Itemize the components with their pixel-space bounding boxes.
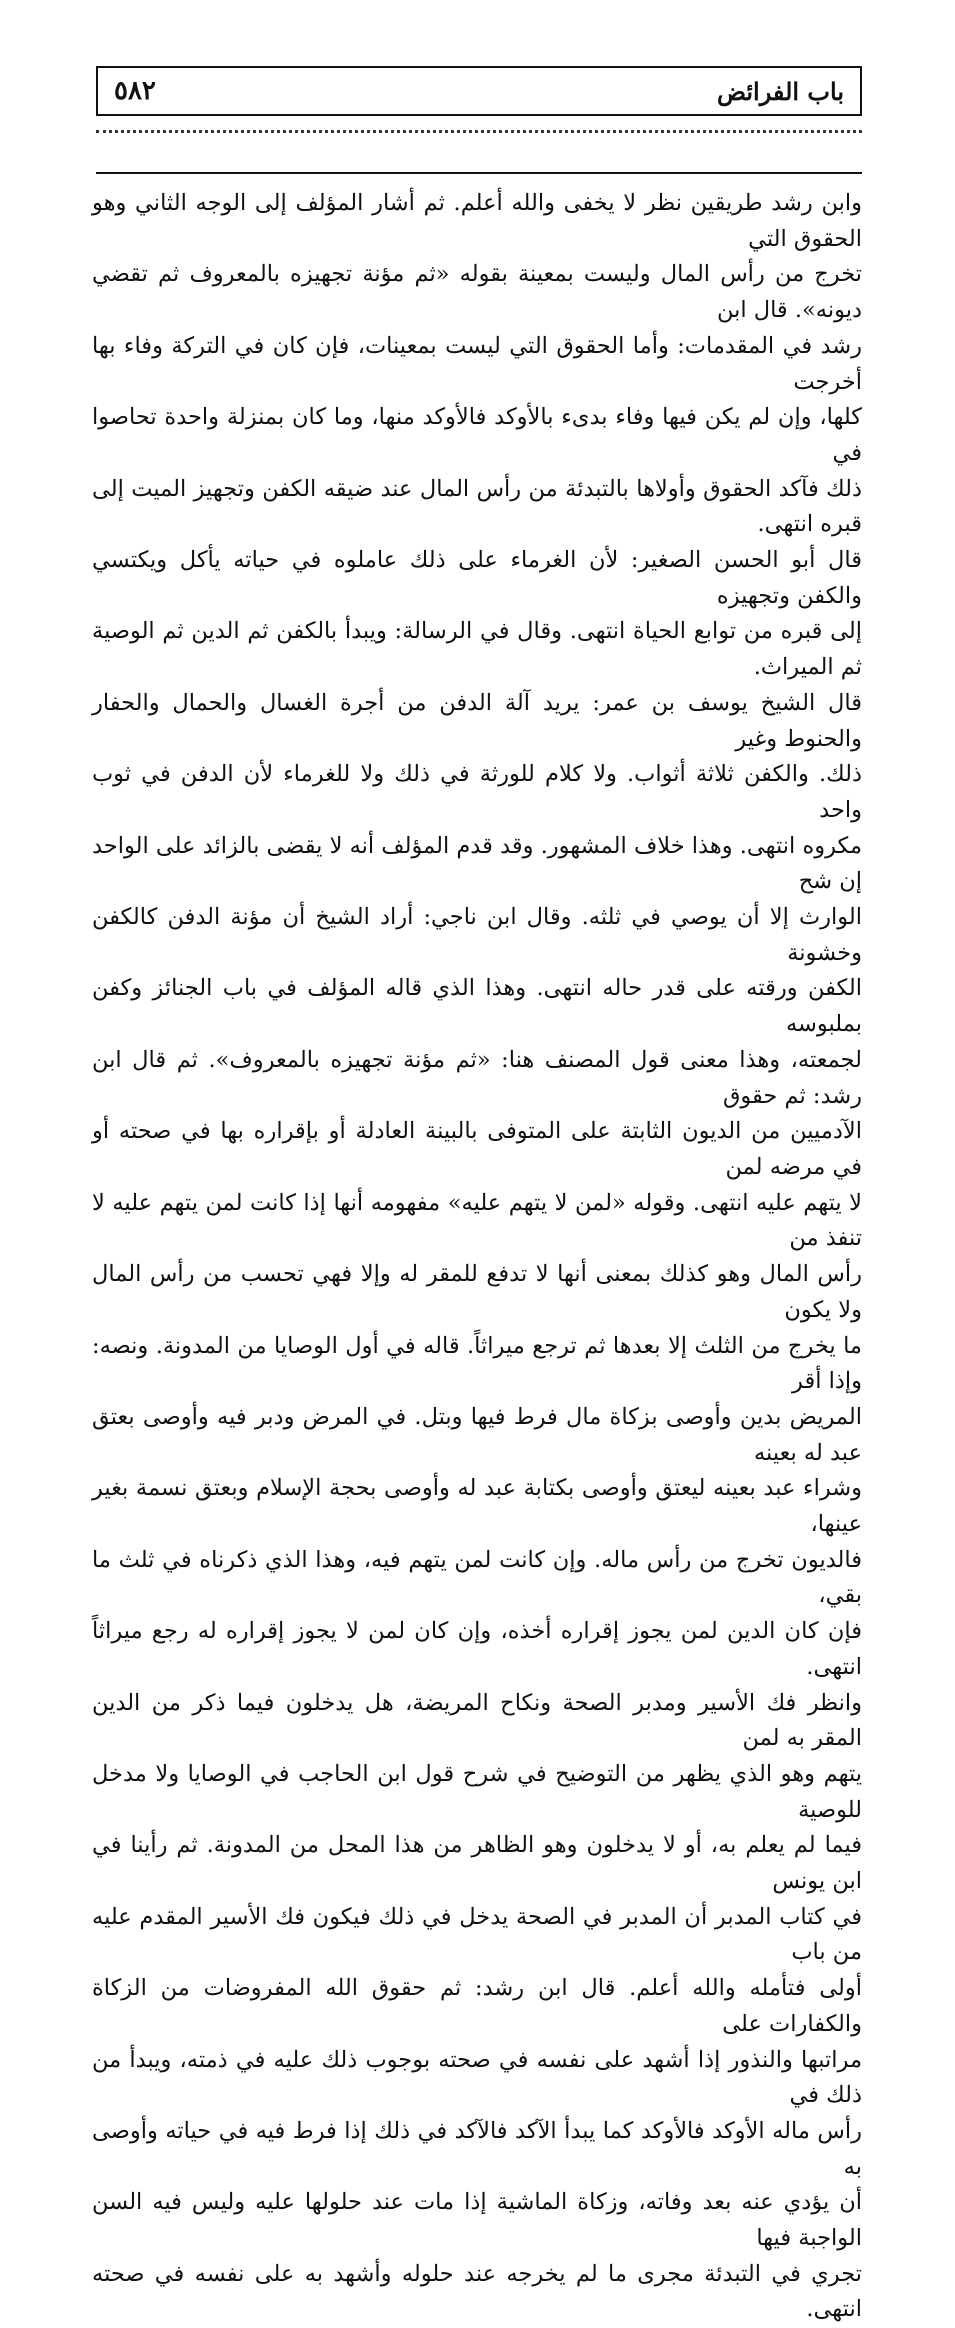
body-line: مكروه انتهى. وهذا خلاف المشهور. وقد قدم المؤلف أنه لا يقضى بالزائد على الواحد إن شح <box>92 832 862 895</box>
body-line: تخرج من رأس المال وليست بمعينة بقوله «ثم مؤنة تجهيزه بالمعروف ثم تقضي ديونه». قال ابن <box>92 261 862 324</box>
body-line: وشراء عبد بعينه ليعتق وأوصى بكتابة عبد له وأوصى بحجة الإسلام وبعتق نسمة بغير عينها، <box>92 1475 862 1538</box>
solid-divider <box>96 172 862 174</box>
body-line: رأس المال وهو كذلك بمعنى أنها لا تدفع للمقر له وإلا فهي تحسب من رأس المال ولا يكون <box>92 1261 862 1323</box>
body-line: فالديون تخرج من رأس ماله. وإن كانت لمن يتهم فيه، وهذا الذي ذكرناه في ثلث ما بقي، <box>92 1546 862 1609</box>
body-line: كلها، وإن لم يكن فيها وفاء بدىء بالأوكد فالأوكد منها، وما كان بمنزلة واحدة تحاصوا في <box>92 404 862 466</box>
page-number: ٥٨٢ <box>114 76 156 106</box>
body-line: رشد في المقدمات: وأما الحقوق التي ليست بمعينات، فإن كان في التركة وفاء بها أخرجت <box>92 332 862 395</box>
body-line: ذلك. والكفن ثلاثة أثواب. ولا كلام للورثة في ذلك ولا للغرماء لأن الدفن في ثوب واحد <box>92 761 862 823</box>
body-line: لجمعته، وهذا معنى قول المصنف هنا: «ثم مؤنة تجهيزه بالمعروف». ثم قال ابن رشد: ثم حقوق <box>92 1046 862 1109</box>
body-line: رأس ماله الأوكد فالأوكد كما يبدأ الآكد فالآكد في ذلك إذا فرط فيه في حياته وأوصى به <box>92 2117 862 2180</box>
body-line: لا يتهم عليه انتهى. وقوله «لمن لا يتهم عليه» مفهومه أنها إذا كانت لمن يتهم عليه لا تنفذ من <box>92 1189 862 1252</box>
body-line: تجري في التبدئة مجرى ما لم يخرجه عند حلوله وأشهد به على نفسه في صحته انتهى. <box>92 2260 862 2323</box>
body-line: فيما لم يعلم به، أو لا يدخلون وهو الظاهر من هذا المحل من المدونة. ثم رأينا في ابن يونس <box>92 1832 862 1895</box>
body-line: ذلك فآكد الحقوق وأولاها بالتبدئة من رأس المال عند ضيقه الكفن وتجهيز الميت إلى قبره انتهى. <box>92 475 862 538</box>
body-line: قال الشيخ يوسف بن عمر: يريد آلة الدفن من أجرة الغسال والحمال والحفار والحنوط وغير <box>92 689 862 752</box>
body-line: يتهم وهو الذي يظهر من التوضيح في شرح قول ابن الحاجب في الوصايا ولا مدخل للوصية <box>92 1760 862 1823</box>
running-header <box>96 66 862 116</box>
body-line: أولى فتأمله والله أعلم. قال ابن رشد: ثم حقوق الله المفروضات من الزكاة والكفارات على <box>92 1975 862 2037</box>
body-line: ما يخرج من الثلث إلا بعدها ثم ترجع ميراثاً. قاله في أول الوصايا من المدونة. ونصه: وإذا أقر <box>92 1332 862 1395</box>
body-line: في كتاب المدبر أن المدبر في الصحة يدخل في ذلك فيكون فك الأسير المقدم عليه من باب <box>92 1903 862 1966</box>
body-line: قال أبو الحسن الصغير: لأن الغرماء على ذلك عاملوه في حياته يأكل ويكتسي والكفن وتجهيزه <box>92 547 862 609</box>
body-line: أن يؤدي عنه بعد وفاته، وزكاة الماشية إذا مات عند حلولها عليه وليس فيه السن الواجبة فيها <box>92 2189 862 2252</box>
body-line: وابن رشد طريقين نظر لا يخفى والله أعلم. ثم أشار المؤلف إلى الوجه الثاني وهو الحقوق التي <box>92 190 862 252</box>
body-line: الكفن ورقته على قدر حاله انتهى. وهذا الذي قاله المؤلف في باب الجنائز وكفن بملبوسه <box>92 975 862 1038</box>
body-line: فإن كان الدين لمن يجوز إقراره أخذه، وإن كان لمن لا يجوز إقراره له رجع ميراثاً انتهى. <box>92 1618 862 1680</box>
body-line: إلى قبره من توابع الحياة انتهى. وقال في الرسالة: ويبدأ بالكفن ثم الدين ثم الوصية ثم الميراث. <box>92 618 862 681</box>
body-text <box>92 186 862 2323</box>
body-line: الوارث إلا أن يوصي في ثلثه. وقال ابن ناجي: أراد الشيخ أن مؤنة الدفن كالكفن وخشونة <box>92 904 862 966</box>
body-line: وانظر فك الأسير ومدبر الصحة ونكاح المريضة، هل يدخلون فيما ذكر من الدين المقر به لمن <box>92 1689 862 1752</box>
body-line: الآدميين من الديون الثابتة على المتوفى بالبينة العادلة أو بإقراره بها في صحته أو في مرضه لمن <box>92 1118 862 1180</box>
chapter-title: باب الفرائض <box>716 76 844 106</box>
body-line: المريض بدين وأوصى بزكاة مال فرط فيها وبتل. في المرض ودبر فيه وأوصى بعتق عبد له بعينه <box>92 1403 862 1466</box>
dotted-divider <box>96 130 862 133</box>
body-line: مراتبها والنذور إذا أشهد على نفسه في صحته بوجوب ذلك عليه في ذمته، ويبدأ من ذلك في <box>92 2046 862 2109</box>
